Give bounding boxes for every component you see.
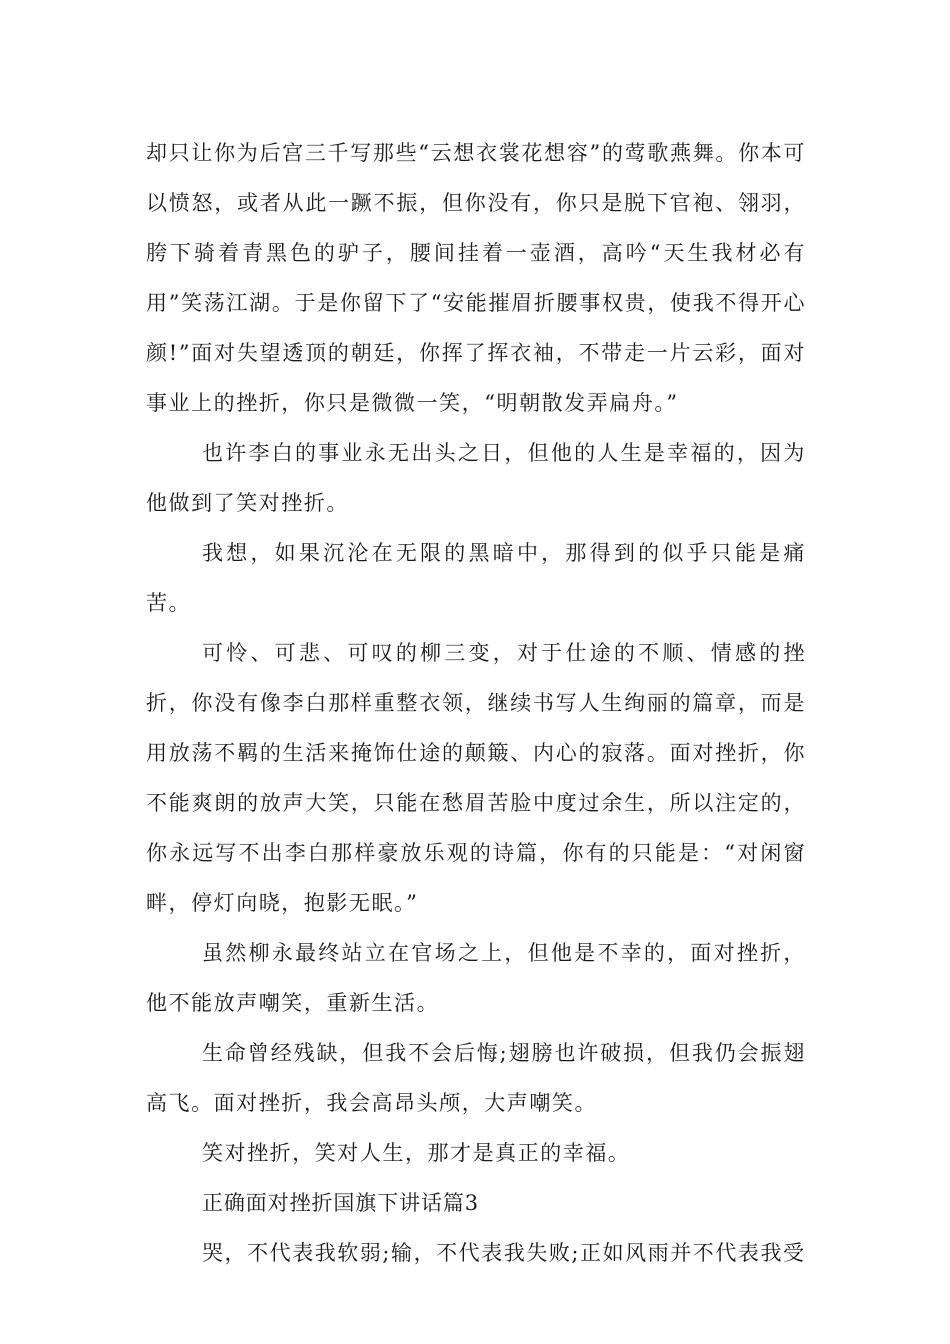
paragraph: 笑对挫折，笑对人生，那才是真正的幸福。	[202, 1141, 631, 1165]
paragraph: 哭，不代表我软弱;输，不代表我失败;正如风雨并不代表我受	[202, 1241, 806, 1265]
paragraph: 也许李白的事业永无出头之日，但他的人生是幸福的，因为他做到了笑对挫折。	[146, 441, 806, 515]
paragraph-continuation: 却只让你为后宫三千写那些“云想衣裳花想容”的莺歌燕舞。你本可以愤怒，或者从此一蹶不振，但你没有，你只是脱下官袍、翎羽，胯下骑着青黑色的驴子，腰间挂着一壶酒，高吟“天生我材必有用”笑荡江湖。于是你留下了“安能摧眉折腰事权贵，使我不得开心颜!”面对失望透顶的朝廷，你挥了挥衣袖，不带走一片云彩，面对事业上的挫折，你只是微微一笑，“明朝散发弄扁舟。”	[146, 141, 806, 415]
paragraph: 我想，如果沉沦在无限的黑暗中，那得到的似乎只能是痛苦。	[146, 541, 806, 615]
document-body	[146, 128, 806, 1278]
paragraph: 虽然柳永最终站立在官场之上，但他是不幸的，面对挫折，他不能放声嘲笑，重新生活。	[146, 941, 806, 1015]
paragraph: 生命曾经残缺，但我不会后悔;翅膀也许破损，但我仍会振翅高飞。面对挫折，我会高昂头颅，大声嘲笑。	[146, 1041, 806, 1115]
paragraph: 可怜、可悲、可叹的柳三变，对于仕途的不顺、情感的挫折，你没有像李白那样重整衣领，继续书写人生绚丽的篇章，而是用放荡不羁的生活来掩饰仕途的颠簸、内心的寂落。面对挫折，你不能爽朗的放声大笑，只能在愁眉苦脸中度过余生，所以注定的，你永远写不出李白那样豪放乐观的诗篇，你有的只能是：“对闲窗畔，停灯向晓，抱影无眠。”	[146, 641, 806, 915]
section-heading: 正确面对挫折国旗下讲话篇3	[202, 1191, 480, 1215]
